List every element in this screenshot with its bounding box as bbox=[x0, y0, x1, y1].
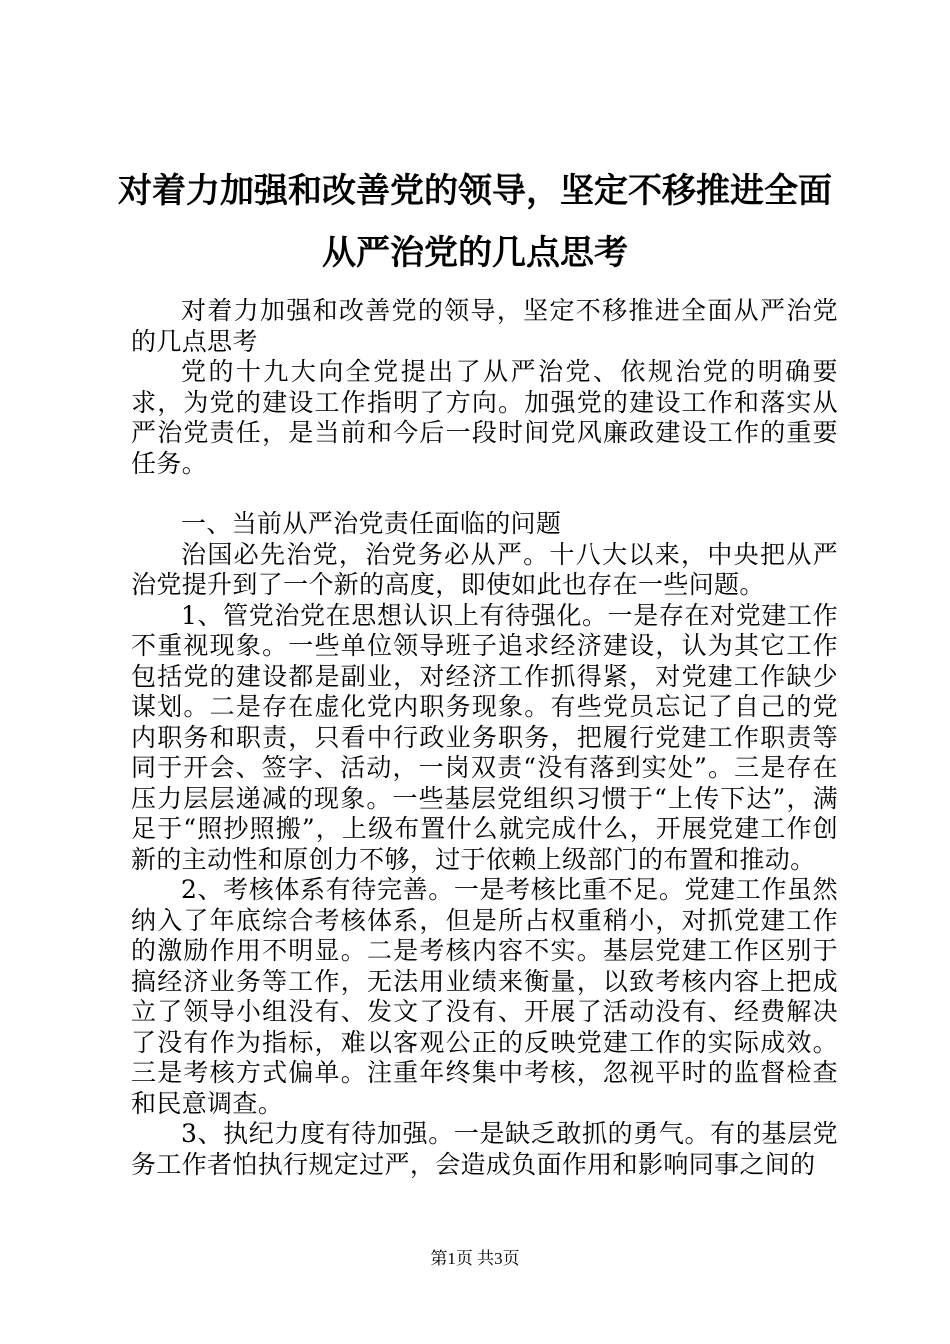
paragraph-point-3: 3、执纪力度有待加强。一是缺乏敢抓的勇气。有的基层党务工作者怕执行规定过严，会造成负面作用和影响同事之间的 bbox=[131, 1119, 838, 1179]
paragraph-intro: 党的十九大向全党提出了从严治党、依规治党的明确要求，为党的建设工作指明了方向。加强党的建设工作和落实从严治党责任，是当前和今后一段时间党风廉政建设工作的重要任务。 bbox=[131, 357, 838, 478]
page-footer: 第1页 共3页 bbox=[430, 1249, 520, 1268]
paragraph-repeated-title: 对着力加强和改善党的领导，坚定不移推进全面从严治党的几点思考 bbox=[131, 296, 838, 356]
section-heading-1: 一、当前从严治党责任面临的问题 bbox=[181, 509, 562, 538]
paragraph-point-2: 2、考核体系有待完善。一是考核比重不足。党建工作虽然纳入了年底综合考核体系，但是所占权重稍小，对抓党建工作的激励作用不明显。二是考核内容不实。基层党建工作区别于搞经济业务等工作，无法用业绩来衡量，以致考核内容上把成立了领导小组没有、发文了没有、开展了活动没有、经费解决了没有作为指标，难以客观公正的反映党建工作的实际成效。三是考核方式偏单。注重年终集中考核，忽视平时的监督检查和民意调查。 bbox=[131, 875, 838, 1118]
paragraph-section-intro: 治国必先治党，治党务必从严。十八大以来，中央把从严治党提升到了一个新的高度，即使如此也存在一些问题。 bbox=[131, 539, 838, 599]
document-title: 对着力加强和改善党的领导，坚定不移推进全面从严治党的几点思考 bbox=[118, 171, 832, 273]
document-body bbox=[131, 296, 838, 1180]
paragraph-point-1: 1、管党治党在思想认识上有待强化。一是存在对党建工作不重视现象。一些单位领导班子追求经济建设，认为其它工作包括党的建设都是副业，对经济工作抓得紧，对党建工作缺少谋划。二是存在虚化党内职务现象。有些党员忘记了自己的党内职务和职责，只看中行政业务职务，把履行党建工作职责等同于开会、签字、活动，一岗双责“没有落到实处”。三是存在压力层层递减的现象。一些基层党组织习惯于“上传下达”，满足于“照抄照搬”，上级布置什么就完成什么，开展党建工作创新的主动性和原创力不够，过于依赖上级部门的布置和推动。 bbox=[131, 600, 838, 874]
